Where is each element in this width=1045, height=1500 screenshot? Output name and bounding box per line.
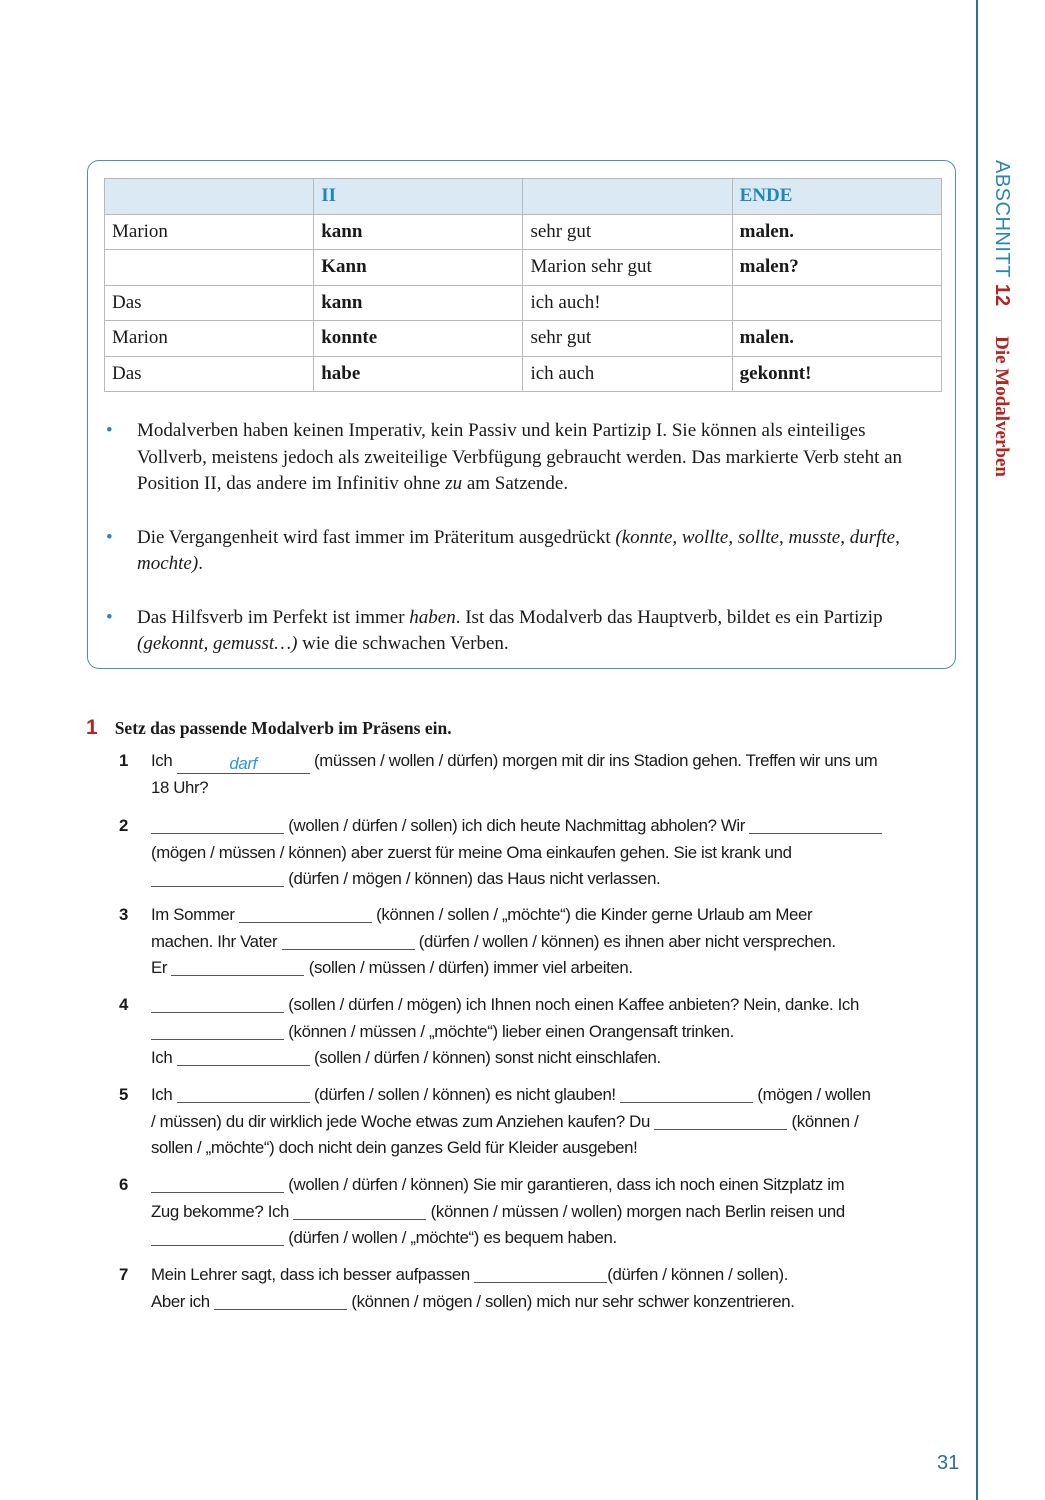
page-number: 31: [937, 1452, 960, 1474]
answer-blank[interactable]: [151, 1174, 284, 1193]
answer-blank[interactable]: [151, 1227, 284, 1246]
item-line: [151, 1135, 871, 1162]
exercise-item: [119, 1172, 845, 1252]
answer-blank[interactable]: [171, 957, 304, 976]
rule-text: Das Hilfsverb im Perfekt ist immer: [137, 606, 410, 628]
table-cell: Das: [105, 356, 314, 392]
answer-blank[interactable]: [749, 815, 882, 834]
item-text: (können / sollen / „möchte“) die Kinder gerne Urlaub am Meer: [371, 905, 813, 924]
item-text: (dürfen / können / sollen).: [607, 1265, 789, 1284]
rule-list: [106, 418, 936, 685]
item-number: 3: [119, 905, 128, 924]
item-line: [151, 929, 836, 956]
table-row: [105, 250, 942, 286]
item-line: [151, 1045, 859, 1072]
item-number: 6: [119, 1175, 128, 1194]
rule-text: am Satzende.: [462, 473, 569, 494]
table-cell: Marion: [105, 214, 314, 250]
item-line: [151, 955, 836, 982]
exercise-heading: [86, 716, 452, 740]
rule-emphasis: haben: [409, 606, 456, 628]
header-cell: ENDE: [732, 179, 941, 215]
item-text: (können / müssen / „möchte“) lieber einen Orangensaft trinken.: [284, 1021, 734, 1041]
table-cell: Marion: [105, 321, 314, 357]
table-cell: malen.: [732, 321, 941, 357]
item-text: (können / mögen / sollen) mich nur sehr schwer konzentrieren.: [347, 1291, 795, 1311]
item-number: 7: [119, 1265, 128, 1284]
item-text: Mein Lehrer sagt, dass ich besser aufpassen: [151, 1265, 475, 1284]
exercise-item: [119, 813, 882, 893]
answer-blank[interactable]: [474, 1264, 607, 1283]
answer-blank[interactable]: [282, 931, 415, 950]
table-row: [105, 214, 942, 250]
section-label: [990, 160, 1013, 477]
table-cell: [732, 285, 941, 321]
rule-emphasis: (konnte, wollte, sollte, musste, durfte, mochte): [137, 526, 900, 574]
answer-blank[interactable]: [293, 1201, 426, 1220]
table-cell: Marion sehr gut: [523, 250, 732, 286]
item-number: 2: [119, 816, 128, 835]
exercise-instruction: Setz das passende Modalverb im Präsens ein.: [114, 718, 452, 738]
item-line: [151, 775, 877, 802]
table-cell: kann: [314, 285, 523, 321]
item-number: 4: [119, 995, 128, 1014]
table-cell: sehr gut: [523, 214, 732, 250]
item-line: [151, 1082, 871, 1109]
answer-blank[interactable]: darf: [177, 755, 310, 774]
bullet-icon: •: [106, 420, 113, 441]
item-number: 5: [119, 1085, 128, 1104]
table-cell: habe: [314, 356, 523, 392]
item-line: [151, 748, 877, 775]
exercise-item: [119, 992, 859, 1072]
rule-text: . Ist das Modalverb das Hauptverb, bildet es ein Partizip: [455, 606, 883, 628]
bullet-icon: •: [106, 606, 113, 628]
item-text: (sollen / müssen / dürfen) immer viel arbeiten.: [304, 958, 633, 977]
answer-blank[interactable]: [151, 994, 284, 1013]
table-cell: kann: [314, 214, 523, 250]
item-text: (dürfen / wollen / können) es ihnen aber nicht versprechen.: [414, 931, 836, 951]
table-cell: ich auch!: [523, 285, 732, 321]
section-name: ABSCHNITT: [991, 160, 1013, 278]
table-cell: ich auch: [523, 356, 732, 392]
grammar-table: [104, 178, 942, 392]
table-cell: malen.: [732, 214, 941, 250]
rule-item: [106, 525, 936, 578]
item-text: (können /: [787, 1111, 859, 1131]
bullet-icon: •: [106, 526, 113, 548]
header-cell: II: [314, 179, 523, 215]
exercise-item: [119, 1262, 795, 1315]
exercise-item: [119, 748, 877, 801]
exercise-number: 1: [86, 716, 98, 739]
exercise-item: [119, 902, 836, 982]
item-line: [151, 902, 836, 929]
item-text: (müssen / wollen / dürfen) morgen mit dir ins Stadion gehen. Treffen wir uns um: [309, 751, 878, 770]
margin-rule: [976, 0, 978, 1500]
item-text: Zug bekomme? Ich: [151, 1201, 294, 1221]
item-line: [151, 1289, 795, 1316]
answer-blank[interactable]: [654, 1111, 787, 1130]
grammar-box: [87, 160, 956, 669]
item-text: 18 Uhr?: [151, 777, 209, 797]
table-cell: konnte: [314, 321, 523, 357]
header-cell: [105, 179, 314, 215]
table-cell: sehr gut: [523, 321, 732, 357]
item-text: (dürfen / wollen / „möchte“) es bequem haben.: [284, 1228, 617, 1247]
item-line: [151, 1019, 859, 1046]
answer-blank[interactable]: [151, 815, 284, 834]
item-line: [151, 813, 882, 840]
item-text: Ich: [151, 751, 177, 770]
item-line: [151, 1262, 795, 1289]
answer-blank[interactable]: [620, 1084, 753, 1103]
table-cell: [105, 250, 314, 286]
answer-blank[interactable]: [214, 1291, 347, 1310]
header-cell: [523, 179, 732, 215]
table-cell: malen?: [732, 250, 941, 286]
item-line: [151, 866, 882, 893]
answer-blank[interactable]: [151, 868, 284, 887]
item-line: [151, 1172, 845, 1199]
item-line: [151, 1199, 845, 1226]
item-text: (mögen / müssen / können) aber zuerst für meine Oma einkaufen gehen. Sie ist krank und: [151, 842, 792, 862]
rule-item: [106, 605, 936, 658]
rule-emphasis: zu: [445, 473, 463, 494]
item-text: (dürfen / mögen / können) das Haus nicht verlassen.: [284, 869, 661, 888]
section-number: 12: [991, 283, 1013, 307]
answer-blank[interactable]: [177, 1047, 310, 1066]
rule-text: Modalverben haben keinen Imperativ, kein Passiv und kein Partizip I. Sie können als einteiliges Vollverb, meistens jedoch als zweiteilige Verbfügung gebraucht werden. Das markierte Verb steht an Position II, das andere im Infinitiv ohne: [137, 420, 903, 494]
table-cell: gekonnt!: [732, 356, 941, 392]
rule-emphasis: (gekonnt, gemusst…): [137, 633, 298, 654]
answer-blank[interactable]: [239, 904, 372, 923]
item-text: Im Sommer: [151, 905, 239, 924]
item-text: Ich: [151, 1085, 177, 1104]
table-row: [105, 321, 942, 357]
rule-text: wie die schwachen Verben.: [297, 633, 509, 654]
item-text: (sollen / dürfen / können) sonst nicht einschlafen.: [309, 1048, 661, 1067]
answer-blank[interactable]: [151, 1021, 284, 1040]
rule-item: [106, 418, 936, 498]
item-line: [151, 992, 859, 1019]
item-line: [151, 840, 882, 867]
item-line: [151, 1109, 871, 1136]
item-text: (dürfen / sollen / können) es nicht glauben!: [309, 1085, 621, 1104]
item-text: / müssen) du dir wirklich jede Woche etwas zum Anziehen kaufen? Du: [151, 1111, 655, 1131]
item-text: Er: [151, 958, 172, 977]
item-text: Ich: [151, 1048, 177, 1067]
exercise-item: [119, 1082, 871, 1162]
table-cell: Kann: [314, 250, 523, 286]
answer-blank[interactable]: [177, 1084, 310, 1103]
item-text: (sollen / dürfen / mögen) ich Ihnen noch einen Kaffee anbieten? Nein, danke. Ich: [284, 995, 859, 1014]
section-topic: Die Modalverben: [991, 336, 1012, 477]
item-text: sollen / „möchte“) doch nicht dein ganzes Geld für Kleider ausgeben!: [151, 1138, 638, 1157]
table-row: [105, 285, 942, 321]
table-row: [105, 356, 942, 392]
table-header-row: [105, 179, 942, 215]
item-line: [151, 1225, 845, 1252]
item-text: Aber ich: [151, 1291, 215, 1311]
item-text: (wollen / dürfen / können) Sie mir garantieren, dass ich noch einen Sitzplatz im: [284, 1175, 845, 1194]
item-number: 1: [119, 751, 128, 770]
item-text: (wollen / dürfen / sollen) ich dich heute Nachmittag abholen? Wir: [284, 816, 750, 835]
item-text: (mögen / wollen: [753, 1085, 871, 1104]
rule-text: Die Vergangenheit wird fast immer im Präteritum ausgedrückt: [137, 526, 616, 548]
rule-text: .: [198, 553, 203, 574]
item-text: (können / müssen / wollen) morgen nach Berlin reisen und: [426, 1201, 845, 1221]
item-text: machen. Ihr Vater: [151, 931, 282, 951]
table-cell: Das: [105, 285, 314, 321]
